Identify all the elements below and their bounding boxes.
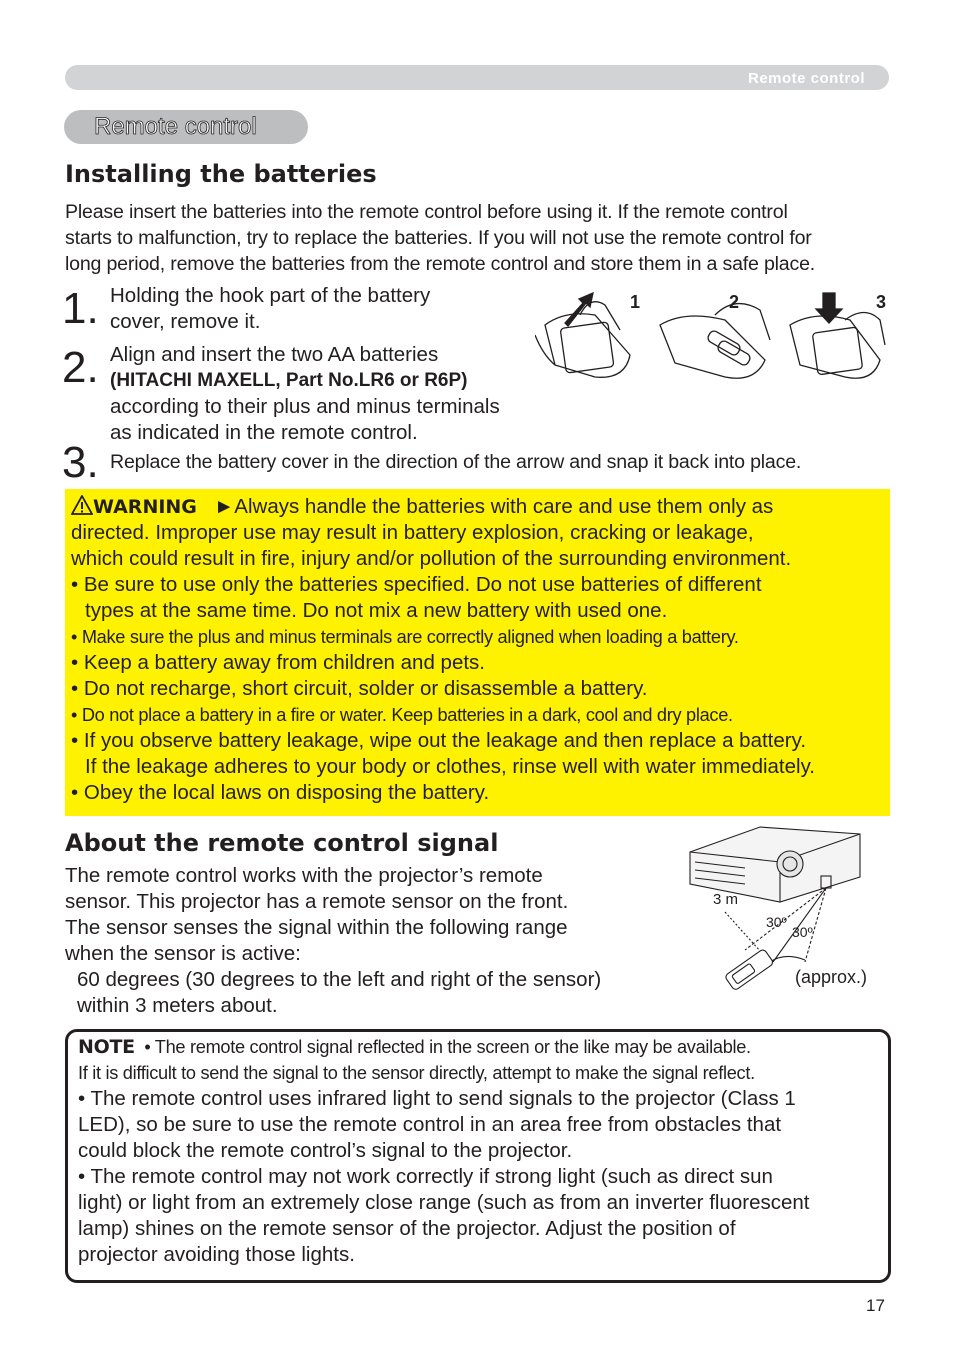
step-number: 1. xyxy=(62,284,99,333)
note-line: lamp) shines on the remote sensor of the projector. Adjust the position of xyxy=(78,1217,736,1240)
note-line: • The remote control uses infrared light to send signals to the projector (Class 1 xyxy=(78,1087,796,1110)
battery-installation-figure xyxy=(535,285,895,400)
warning-line: • Make sure the plus and minus terminals are correctly aligned when loading a battery. xyxy=(71,627,739,647)
warning-line: • Do not recharge, short circuit, solder or disassemble a battery. xyxy=(71,677,648,700)
warning-line: • Be sure to use only the batteries specified. Do not use batteries of different xyxy=(71,573,762,596)
arrow-up-icon xyxy=(565,293,593,326)
warning-line: types at the same time. Do not mix a new battery with used one. xyxy=(85,599,668,622)
angle-right-label: 30º xyxy=(792,924,813,940)
warning-first-line xyxy=(71,494,886,520)
distance-label: 3 m xyxy=(713,891,739,908)
intro-line: Please insert the batteries into the remote control before using it. If the remote control xyxy=(65,201,788,223)
warning-text xyxy=(71,494,886,806)
running-header-title: Remote control xyxy=(747,70,865,87)
step-line: Holding the hook part of the battery xyxy=(110,284,431,307)
note-line: LED), so be sure to use the remote control in an area free from obstacles that xyxy=(78,1113,782,1136)
signal-line: The sensor senses the signal within the following range xyxy=(65,916,568,939)
step-line: as indicated in the remote control. xyxy=(110,421,418,444)
arrow-down-icon xyxy=(816,293,842,323)
step-1-text xyxy=(110,283,530,335)
angle-arc xyxy=(770,956,805,962)
batteries-heading: Installing the batteries xyxy=(65,160,377,188)
warning-lead: ►Always handle the batteries with care and use them only as xyxy=(214,495,774,518)
note-label: NOTE xyxy=(78,1036,135,1058)
note-line: • The remote control may not work correctly if strong light (such as direct sun xyxy=(78,1165,773,1188)
warning-line: • Keep a battery away from children and pets. xyxy=(71,651,485,674)
note-text xyxy=(78,1034,886,1268)
intro-line: starts to malfunction, try to replace the batteries. If you will not use the remote control for xyxy=(65,227,812,249)
note-first-line xyxy=(78,1034,886,1060)
warning-label: WARNING xyxy=(93,496,197,518)
battery-part-number: (HITACHI MAXELL, Part No.LR6 or R6P) xyxy=(110,370,468,391)
note-lead: • The remote control signal reflected in the screen or the like may be available. xyxy=(144,1037,751,1057)
note-line: If it is difficult to send the signal to the sensor directly, attempt to make the signal reflect. xyxy=(78,1063,755,1083)
section-title-pill xyxy=(64,110,308,144)
step-2-text xyxy=(110,342,550,446)
running-header xyxy=(65,65,889,90)
step-number: 3. xyxy=(62,438,99,487)
battery-insert-illustration xyxy=(660,304,770,379)
intro-line: long period, remove the batteries from the remote control and store them in a safe place. xyxy=(65,253,816,275)
step-line: cover, remove it. xyxy=(110,310,261,333)
angle-left-label: 30º xyxy=(766,914,787,930)
signal-line: The remote control works with the projector’s remote xyxy=(65,864,543,887)
warning-line: If the leakage adheres to your body or clothes, rinse well with water immediately. xyxy=(85,755,816,778)
signal-line: 60 degrees (30 degrees to the left and right of the sensor) xyxy=(77,968,602,991)
signal-heading: About the remote control signal xyxy=(65,829,499,857)
figure-label-1: 1 xyxy=(630,292,641,312)
figure-label-3: 3 xyxy=(876,292,887,312)
warning-line: • Obey the local laws on disposing the battery. xyxy=(71,781,490,804)
remote-cover-replace-illustration xyxy=(790,313,885,379)
approx-label: (approx.) xyxy=(795,967,868,987)
step-3-text: Replace the battery cover in the direction of the arrow and snap it back into place. xyxy=(110,451,802,473)
figure-label-2: 2 xyxy=(729,292,740,312)
warning-line: • If you observe battery leakage, wipe out the leakage and then replace a battery. xyxy=(71,729,807,752)
warning-triangle-icon xyxy=(71,495,93,515)
step-line: Align and insert the two AA batteries xyxy=(110,343,439,366)
remote-control-illustration xyxy=(724,949,774,991)
batteries-intro xyxy=(65,199,895,277)
batteries-heading-wrap xyxy=(65,160,377,188)
signal-text xyxy=(65,863,665,1019)
page-number: 17 xyxy=(866,1296,885,1315)
signal-line: sensor. This projector has a remote sensor on the front. xyxy=(65,890,569,913)
remote-cover-removal-illustration xyxy=(535,302,630,378)
note-line: light) or light from an extremely close range (such as from an inverter fluorescent xyxy=(78,1191,810,1214)
section-title: Remote control xyxy=(94,113,257,140)
step-line: according to their plus and minus terminals xyxy=(110,395,500,418)
signal-line: within 3 meters about. xyxy=(77,994,278,1017)
step-number: 2. xyxy=(62,343,99,392)
signal-line: when the sensor is active: xyxy=(65,942,301,965)
signal-heading-wrap xyxy=(65,829,498,857)
note-line: projector avoiding those lights. xyxy=(78,1243,355,1266)
warning-line: which could result in fire, injury and/or pollution of the surrounding environment. xyxy=(71,547,792,570)
warning-line: • Do not place a battery in a fire or water. Keep batteries in a dark, cool and dry place. xyxy=(71,705,733,725)
warning-line: directed. Improper use may result in battery explosion, cracking or leakage, xyxy=(71,521,754,544)
note-line: could block the remote control’s signal to the projector. xyxy=(78,1139,573,1162)
